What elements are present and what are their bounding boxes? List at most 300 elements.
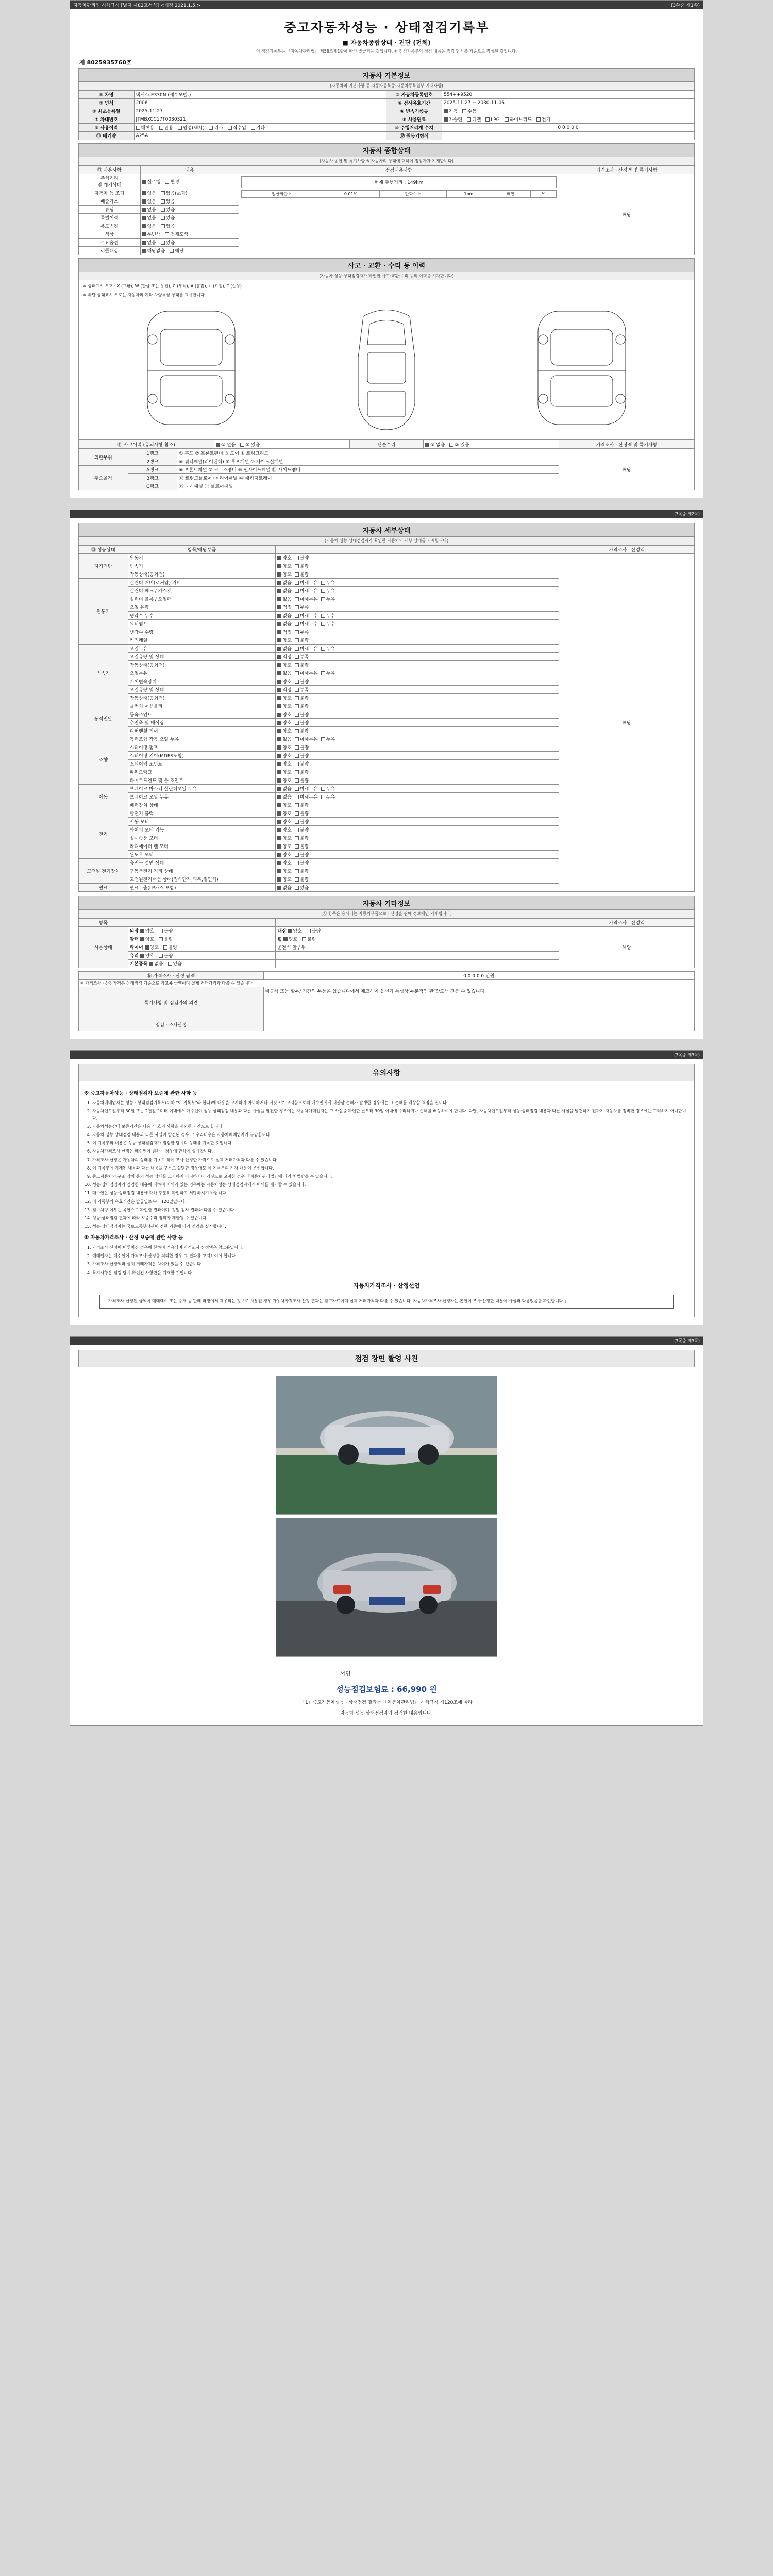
page4-topbar [70, 1337, 703, 1345]
detail-option-불량[interactable]: 불량 [295, 769, 309, 775]
detail-option-미세누유[interactable]: 미세누유 [295, 579, 318, 586]
detail-options [276, 726, 559, 735]
usechange-none[interactable]: 없음 [142, 223, 156, 229]
opt-em-2[interactable]: 있음 [161, 198, 175, 205]
detail-option-양호[interactable]: 양호 [277, 678, 291, 685]
detail-option-양호[interactable]: 양호 [277, 876, 291, 883]
detail-option-불량[interactable]: 불량 [295, 678, 309, 685]
overall-row-label-tuning: 튜닝 [79, 206, 141, 214]
detail-state-table [78, 545, 695, 892]
detail-option-누수[interactable]: 누수 [321, 612, 335, 619]
overall-row-label-color: 색상 [79, 230, 141, 239]
other-row-2-left [128, 935, 276, 943]
detail-option-누유[interactable]: 누유 [321, 736, 335, 742]
detail-option-양호[interactable]: 양호 [277, 662, 291, 668]
detail-options [276, 759, 559, 768]
detail-option-양호[interactable]: 양호 [277, 818, 291, 825]
table-row [79, 174, 695, 189]
notice-heading-2: ※ 자동차가격조사 · 산정 보증에 관한 사항 등 [84, 1235, 183, 1241]
other-col-3 [276, 918, 559, 926]
car-top-svg [348, 301, 425, 435]
accident-none[interactable]: ① 없음 [216, 441, 236, 448]
checkbox-icon [295, 754, 299, 758]
checkbox-icon [277, 844, 281, 849]
price-unit: 0 0 0 0 0 만원 [263, 971, 695, 979]
notice-item: 3. 자동차성능상태 보증기간은 다음 각 호의 사항을 제외한 기간으로 합니다. [92, 1123, 689, 1130]
checkbox-icon [277, 778, 281, 783]
checkbox-icon [295, 787, 299, 791]
detail-col-note: 가격조사 · 산정액 [559, 545, 695, 553]
basic-label-7: ⑦ 차대번호 [79, 115, 135, 124]
checkbox-icon [295, 828, 299, 832]
checkbox-icon [277, 630, 281, 634]
usage-rental[interactable]: 대여용 [136, 124, 155, 131]
detail-option-없음[interactable]: 없음 [277, 579, 291, 586]
odo-actual[interactable]: 실주행 [142, 178, 161, 185]
special-note-label-text: 특기사항 및 점검자의 의견 [144, 1000, 198, 1006]
detail-option-불량[interactable]: 불량 [295, 662, 309, 668]
detail-option-양호[interactable]: 양호 [277, 563, 291, 569]
checkbox-icon [277, 696, 281, 700]
table-row [79, 987, 695, 1018]
color-original[interactable]: 무변색 [142, 231, 161, 238]
detail-group-0: 자기진단 [79, 553, 128, 578]
emission-hc-label: 탄화수소 [379, 191, 446, 198]
overall-row-label-special: 특별이력 [79, 214, 141, 222]
checkbox-icon [295, 605, 299, 609]
fuel-electric[interactable]: 전기 [536, 116, 550, 123]
notice-item: 6. 자동차가격조사·산정은 매수인이 원하는 경우에 한하여 실시합니다. [92, 1148, 689, 1155]
usage-etc[interactable]: 기타 [251, 124, 265, 131]
checkbox-icon [277, 556, 281, 560]
section-other-title: 자동차 기타정보 [78, 896, 695, 910]
option-none[interactable]: 없음 [142, 239, 156, 246]
detail-option-없음[interactable]: 없음 [277, 670, 291, 676]
odo-digit-2: 0 [562, 125, 565, 130]
detail-option-양호[interactable]: 양호 [277, 835, 291, 841]
other-row-3-left [128, 943, 276, 951]
detail-item: 오일유량 및 상태 [128, 652, 276, 660]
panel-rank-4: B랭크 [128, 473, 177, 482]
checkbox-icon [277, 647, 281, 651]
detail-option-양호[interactable]: 양호 [277, 694, 291, 701]
other-row-4-left [128, 951, 276, 959]
usage-taxi[interactable]: 영업(택시) [178, 124, 205, 131]
detail-option-양호[interactable]: 양호 [277, 703, 291, 709]
detail-option-양호[interactable]: 양호 [277, 719, 291, 726]
checkbox-icon [295, 663, 299, 667]
simple-none[interactable]: ① 없음 [425, 441, 445, 448]
detail-item: 오일누유 [128, 644, 276, 652]
tire-good[interactable]: 양호 [145, 944, 159, 951]
checkbox-icon [295, 820, 299, 824]
section-detail-note: (자동차 성능·상태점검자가 확인한 자동차의 세부 상태를 기재합니다) [78, 537, 695, 545]
checkbox-icon [277, 861, 281, 865]
detail-item: 고전원전기배선 상태(접속단자,피복,절연체) [128, 875, 276, 883]
detail-option-누유[interactable]: 누유 [321, 793, 335, 800]
basic-label-5: ⑤ 최초등록일 [79, 107, 135, 115]
detail-option-없음[interactable]: 없음 [277, 620, 291, 627]
detail-option-양호[interactable]: 양호 [277, 859, 291, 866]
detail-option-없음[interactable]: 없음 [277, 612, 291, 619]
detail-col-status [276, 545, 559, 553]
price-ref-note: ※ 가격조사 · 산정가격은 상태점검 기준으로 참고용 금액이며 실제 거래가격과 다를 수 있습니다 [79, 979, 695, 987]
opt-em-1[interactable]: 없음 [142, 198, 156, 205]
checkbox-icon [295, 770, 299, 774]
page4-topbar-right: (3쪽중 제3쪽) [674, 1338, 700, 1343]
basic-label-2: ② 자동차등록번호 [386, 91, 442, 99]
detail-group-6: 전기 [79, 809, 128, 858]
detail-option-불량[interactable]: 불량 [295, 826, 309, 833]
checkbox-icon [277, 828, 281, 832]
notice-item: 11. 매수인은 성능·상태점검 내용에 대해 충분히 확인하고 서명하시기 바랍니다. [92, 1190, 689, 1196]
opt-c-1[interactable]: 없음 [142, 190, 156, 196]
basic-label-6: ⑥ 변속기종류 [386, 107, 442, 115]
detail-option-미세누유[interactable]: 미세누유 [295, 793, 318, 800]
detail-item: 변속기 [128, 562, 276, 570]
basic-value-2: 554++9520 [442, 91, 695, 99]
detail-option-불량[interactable]: 불량 [295, 876, 309, 883]
odo-digit-3: 0 [566, 125, 570, 130]
detail-options [276, 586, 559, 595]
checkbox-icon [321, 647, 325, 651]
glass-bad[interactable]: 불량 [159, 952, 173, 959]
table-row [79, 132, 695, 140]
title-note: 이 점검기록부는 「자동차관리법」 제58조제1항에 따라 발급되는 것입니다. ※ 점검기록부의 점검 내용은 점검 당시를 기준으로 작성된 것입니다. [256, 49, 517, 54]
simple-yes[interactable]: ② 있음 [449, 441, 469, 448]
checkbox-icon [277, 581, 281, 585]
checkbox-icon [321, 614, 325, 618]
tire-bad[interactable]: 불량 [163, 944, 177, 951]
detail-options [276, 858, 559, 867]
detail-option-부족[interactable]: 부족 [295, 686, 309, 693]
detail-option-미세누수[interactable]: 미세누수 [295, 620, 318, 627]
detail-option-불량[interactable]: 불량 [295, 777, 309, 784]
tuning-none[interactable]: 없음 [142, 206, 156, 213]
wheel-good[interactable]: 양호 [283, 936, 297, 942]
fuel-gasoline[interactable]: 가솔린 [444, 116, 462, 123]
detail-group-7: 고전원 전기장치 [79, 858, 128, 883]
other-side-label: 사용상태 [79, 926, 128, 968]
usage-import[interactable]: 직수입 [228, 124, 246, 131]
declaration-title: 자동차가격조사 · 산정선언 [353, 1282, 420, 1289]
detail-option-불량[interactable]: 불량 [295, 760, 309, 767]
detail-option-미세누유[interactable]: 미세누유 [295, 596, 318, 602]
detail-item: 스티어링 펌프 [128, 743, 276, 751]
page-2 [70, 510, 703, 1039]
detail-option-없음[interactable]: 없음 [277, 596, 291, 602]
wheel-bad[interactable]: 불량 [302, 936, 316, 942]
transmission-manual[interactable]: 수동 [462, 108, 476, 114]
detail-item: 실내송풍 모터 [128, 834, 276, 842]
fuel-lpg[interactable]: LPG [485, 117, 499, 123]
detail-option-없음[interactable]: 없음 [277, 793, 291, 800]
exterior-good[interactable]: 양호 [140, 927, 154, 934]
other-label-polish: 광택 [129, 937, 139, 942]
detail-option-양호[interactable]: 양호 [277, 752, 291, 759]
odo-digit-1: 0 [558, 125, 561, 130]
checkbox-icon [277, 803, 281, 807]
detail-option-양호[interactable]: 양호 [277, 769, 291, 775]
accident-history-opts [214, 440, 349, 448]
detail-option-적정[interactable]: 적정 [277, 604, 291, 611]
usage-lease[interactable]: 리스 [209, 124, 223, 131]
detail-option-적정[interactable]: 적정 [277, 653, 291, 660]
panel-rank-5: C랭크 [128, 482, 177, 490]
detail-options [276, 693, 559, 702]
checkbox-icon [295, 655, 299, 659]
damage-diagram-area [78, 280, 695, 440]
odo-digit-4: 0 [571, 125, 574, 130]
panel-note: 해당 [559, 449, 695, 490]
notice-item: 15. 성능·상태점검자는 국토교통부장관이 정한 기준에 따라 점검을 실시합니다. [92, 1223, 689, 1230]
basic-label-8: ⑧ 사용연료 [386, 115, 442, 124]
detail-option-불량[interactable]: 불량 [295, 727, 309, 734]
detail-option-있음[interactable]: 있음 [295, 884, 309, 891]
detail-option-양호[interactable]: 양호 [277, 727, 291, 734]
detail-option-불량[interactable]: 불량 [295, 744, 309, 751]
price-table [78, 971, 695, 1031]
detail-option-누유[interactable]: 누유 [321, 785, 335, 792]
detail-item: 동력조향 작동 오일 누유 [128, 735, 276, 743]
detail-options [276, 834, 559, 842]
footer-note-2: 자동차 성능·상태점검자가 점검한 내용입니다. [340, 1710, 433, 1716]
overall-row-opts-tuning [140, 206, 239, 214]
checkbox-icon [295, 886, 299, 890]
detail-option-미세누수[interactable]: 미세누수 [295, 612, 318, 619]
detail-item: 오일유량 및 상태 [128, 685, 276, 693]
table-row [79, 440, 695, 448]
current-mileage: 현재 주행거리 : 149km [241, 176, 557, 188]
detail-option-불량[interactable]: 불량 [295, 818, 309, 825]
detail-option-불량[interactable]: 불량 [295, 703, 309, 709]
detail-option-양호[interactable]: 양호 [277, 843, 291, 850]
notice-item: 5. 이 기록부의 내용은 성능·상태점검자가 점검한 당시의 상태를 기록한 것입니다. [92, 1140, 689, 1146]
panel-rank-table [78, 449, 695, 490]
detail-options [276, 644, 559, 652]
table-header-row [79, 166, 695, 174]
detail-option-양호[interactable]: 양호 [277, 777, 291, 784]
special-yes[interactable]: 있음 [161, 214, 175, 221]
odo-changed[interactable]: 변경 [165, 178, 179, 185]
panel-head-outer: 외판부위 [79, 449, 128, 465]
detail-option-미세누유[interactable]: 미세누유 [295, 736, 318, 742]
table-row [79, 99, 695, 107]
detail-option-불량[interactable]: 불량 [295, 802, 309, 808]
section-accident-title: 사고 · 교환 · 수리 등 이력 [78, 258, 695, 272]
checkbox-icon [295, 877, 299, 882]
detail-option-없음[interactable]: 없음 [277, 587, 291, 594]
detail-option-불량[interactable]: 불량 [295, 563, 309, 569]
detail-option-누수[interactable]: 누수 [321, 620, 335, 627]
detail-option-양호[interactable]: 양호 [277, 637, 291, 643]
detail-item: 작동상태(공회전) [128, 660, 276, 669]
signature-label: 서명 [340, 1670, 351, 1677]
basic-items-none[interactable]: 없음 [149, 960, 163, 967]
fuel-hybrid[interactable]: 하이브리드 [505, 116, 532, 123]
detail-option-양호[interactable]: 양호 [277, 802, 291, 808]
basic-items-yes[interactable]: 있음 [168, 960, 182, 967]
photo-rear-svg [276, 1518, 497, 1657]
usage-government[interactable]: 관용 [159, 124, 173, 131]
notice-body [78, 1081, 695, 1317]
detail-option-불량[interactable]: 불량 [295, 637, 309, 643]
notice-list-1 [92, 1099, 689, 1230]
basic-label-11: ⑪ 배기량 [79, 132, 135, 140]
panel-rank-2: 2랭크 [128, 457, 177, 465]
panel-text-2: ⑤ 쿼터패널(리어팬더) ⑥ 루프패널 ⑦ 사이드실패널 [177, 457, 559, 465]
interior-bad[interactable]: 불량 [307, 927, 321, 934]
detail-item: 파워크랭크 [128, 768, 276, 776]
title-block [78, 14, 695, 56]
checkbox-icon [295, 713, 299, 717]
detail-item: 실린더 헤드 / 가스켓 [128, 586, 276, 595]
detail-option-불량[interactable]: 불량 [295, 851, 309, 858]
detail-option-적정[interactable]: 적정 [277, 686, 291, 693]
basic-label-10: ⑩ 주행거리계 수치 [386, 124, 442, 132]
detail-item: 시동 모터 [128, 817, 276, 825]
detail-option-불량[interactable]: 불량 [295, 835, 309, 841]
detail-option-없음[interactable]: 없음 [277, 884, 291, 891]
table-row [79, 115, 695, 124]
detail-option-양호[interactable]: 양호 [277, 571, 291, 578]
overall-row-opts-c [140, 189, 239, 197]
detail-option-양호[interactable]: 양호 [277, 826, 291, 833]
table-header-row [79, 918, 695, 926]
option-yes[interactable]: 있음 [161, 239, 175, 246]
special-none[interactable]: 없음 [142, 214, 156, 221]
checkbox-icon [277, 597, 281, 601]
page-subtitle: ■ 자동차종합상태 · 진단 (전체) [342, 39, 431, 46]
checkbox-icon [277, 770, 281, 774]
detail-option-누유[interactable]: 누유 [321, 596, 335, 602]
detail-item: 배력장치 상태 [128, 801, 276, 809]
glass-good[interactable]: 양호 [140, 952, 154, 959]
detail-option-불량[interactable]: 불량 [295, 571, 309, 578]
detail-options [276, 735, 559, 743]
detail-option-양호[interactable]: 양호 [277, 810, 291, 817]
basic-label-12: ⑫ 원동기형식 [386, 132, 442, 140]
polish-good[interactable]: 양호 [140, 936, 154, 942]
checkbox-icon [277, 605, 281, 609]
overall-col-3: 점검내용사항 [239, 166, 559, 174]
notice-item: 13. 침수차량 여부는 육안으로 확인한 결과이며, 정밀 검사 결과와 다를 수 있습니다. [92, 1207, 689, 1213]
detail-option-불량[interactable]: 불량 [295, 752, 309, 759]
detail-item: 브레이크 마스터 실린더오일 누유 [128, 784, 276, 792]
detail-option-누유[interactable]: 누유 [321, 579, 335, 586]
overall-row-opts-option [140, 239, 239, 247]
overall-row-label-tuning-c: 자동차 등 조기 [79, 189, 141, 197]
accident-history-table [78, 440, 695, 449]
usechange-yes[interactable]: 있음 [161, 223, 175, 229]
detail-option-누유[interactable]: 누유 [321, 587, 335, 594]
detail-option-미세누유[interactable]: 미세누유 [295, 670, 318, 676]
exterior-bad[interactable]: 불량 [159, 927, 173, 934]
overall-row-label-option: 주요옵션 [79, 239, 141, 247]
detail-option-누유[interactable]: 누유 [321, 670, 335, 676]
fuel-diesel[interactable]: 디젤 [467, 116, 481, 123]
tire-position-label: 운전석 앞 / 뒤 [277, 945, 306, 951]
polish-bad[interactable]: 불량 [159, 936, 173, 942]
checkbox-icon [277, 729, 281, 733]
detail-option-불량[interactable]: 불량 [295, 868, 309, 874]
recall-yes[interactable]: 해당 [170, 247, 183, 254]
detail-item: 충전구 절연 상태 [128, 858, 276, 867]
detail-option-불량[interactable]: 불량 [295, 810, 309, 817]
notice-item: 1. 가격조사·산정이 이루어진 경우에 한하여 적용되며 가격조사·산정액은 참고용입니다. [92, 1244, 689, 1251]
checkbox-icon [321, 787, 325, 791]
page-topbar [70, 1, 703, 9]
detail-option-없음[interactable]: 없음 [277, 736, 291, 742]
detail-option-양호[interactable]: 양호 [277, 744, 291, 751]
checkbox-icon [277, 721, 281, 725]
car-diagram-top [348, 301, 425, 436]
detail-options [276, 867, 559, 875]
detail-option-불량[interactable]: 불량 [295, 554, 309, 561]
detail-options [276, 817, 559, 825]
detail-option-양호[interactable]: 양호 [277, 554, 291, 561]
accident-yes[interactable]: ② 있음 [240, 441, 260, 448]
detail-item: 스티어링 기어(MDPS포함) [128, 751, 276, 759]
detail-option-미세누유[interactable]: 미세누유 [295, 587, 318, 594]
photos-title: 점검 장면 촬영 사진 [78, 1350, 695, 1367]
basic-value-1: 택시스-E330N (세부모델-) [134, 91, 386, 99]
detail-option-불량[interactable]: 불량 [295, 694, 309, 701]
tuning-yes[interactable]: 있음 [161, 206, 175, 213]
color-full[interactable]: 전체도색 [165, 231, 188, 238]
detail-option-없음[interactable]: 없음 [277, 785, 291, 792]
detail-options [276, 611, 559, 619]
detail-option-불량[interactable]: 불량 [295, 711, 309, 718]
opt-c-2[interactable]: 있음(초과) [161, 190, 188, 196]
detail-option-누유[interactable]: 누유 [321, 645, 335, 652]
detail-option-적정[interactable]: 적정 [277, 629, 291, 635]
detail-option-없음[interactable]: 없음 [277, 645, 291, 652]
table-row [79, 553, 695, 562]
basic-label-3: ③ 연식 [79, 99, 135, 107]
detail-option-불량[interactable]: 불량 [295, 843, 309, 850]
transmission-auto[interactable]: 자동 [444, 108, 458, 114]
detail-option-불량[interactable]: 불량 [295, 859, 309, 866]
checkbox-icon [277, 836, 281, 840]
detail-option-미세누유[interactable]: 미세누유 [295, 645, 318, 652]
notice-item: 9. 중고자동차의 구조·장치 등의 성능·상태를 고지하지 아니하거나 거짓으로 고지한 경우 「자동차관리법」에 따라 처벌받을 수 있습니다. [92, 1173, 689, 1180]
interior-good[interactable]: 양호 [288, 927, 302, 934]
detail-option-양호[interactable]: 양호 [277, 760, 291, 767]
car-side-left-svg [132, 301, 250, 435]
checkbox-icon [295, 597, 299, 601]
detail-item: 냉각수 누수 [128, 611, 276, 619]
basic-label-9: ⑨ 사용이력 [79, 124, 135, 132]
other-label-wheel: 휠 [277, 937, 282, 942]
detail-option-부족[interactable]: 부족 [295, 629, 309, 635]
detail-options [276, 784, 559, 792]
panel-text-4: ⑫ 트렁크플로어 ⑬ 리어패널 ⑭ 패키지트레이 [177, 473, 559, 482]
basic-value-12 [442, 132, 695, 140]
page3-topbar [70, 1051, 703, 1059]
detail-option-불량[interactable]: 불량 [295, 719, 309, 726]
checkbox-icon [295, 803, 299, 807]
detail-option-양호[interactable]: 양호 [277, 851, 291, 858]
recall-na[interactable]: 해당없음 [142, 247, 165, 254]
detail-option-양호[interactable]: 양호 [277, 711, 291, 718]
detail-option-양호[interactable]: 양호 [277, 868, 291, 874]
detail-option-부족[interactable]: 부족 [295, 653, 309, 660]
odo-digit-5: 0 [575, 125, 579, 130]
overall-note-value: 해당 [559, 174, 695, 255]
detail-option-부족[interactable]: 부족 [295, 604, 309, 611]
detail-option-미세누유[interactable]: 미세누유 [295, 785, 318, 792]
